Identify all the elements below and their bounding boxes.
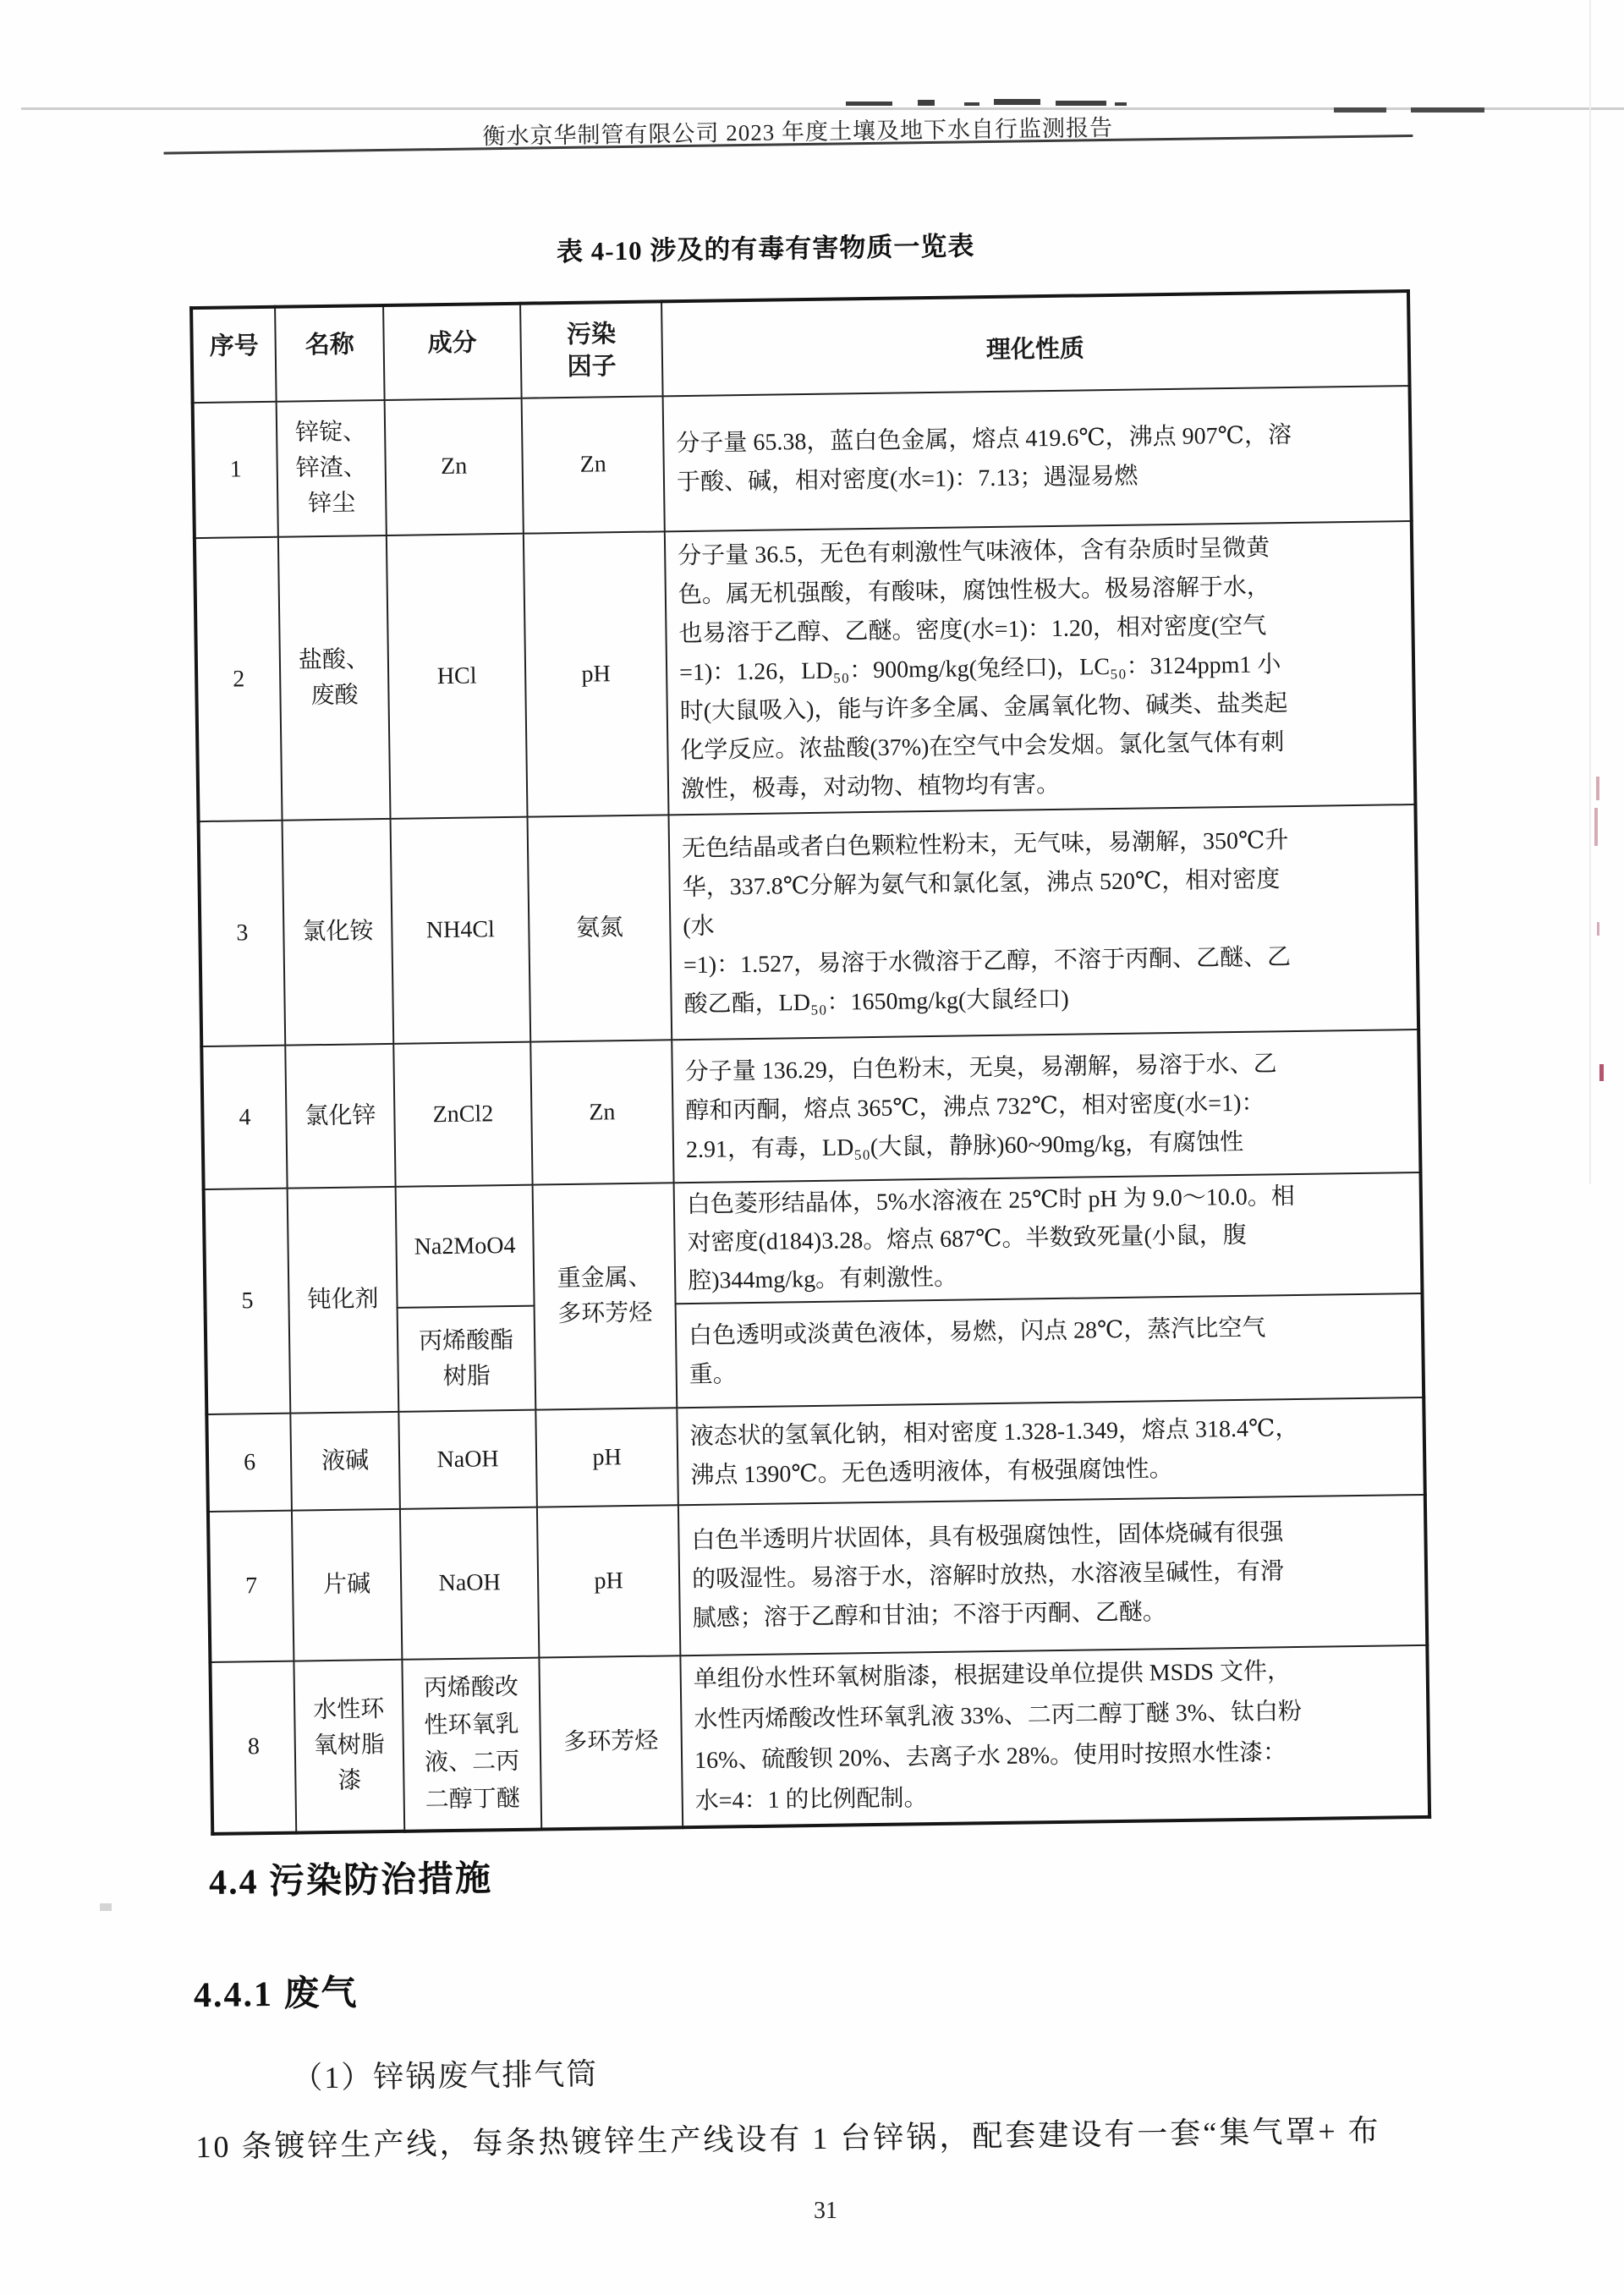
cell-component: Na2MoO4 <box>396 1185 535 1308</box>
table-row <box>199 804 1419 1046</box>
body-paragraph: 10 条镀锌生产线，每条热镀锌生产线设有 1 台锌锅，配套建设有一套“集气罩+ 布 <box>195 2113 1381 2165</box>
cell-name: 水性环 氧树脂 漆 <box>294 1660 404 1833</box>
cell-no: 1 <box>193 402 278 538</box>
cell-no: 2 <box>195 537 283 821</box>
col-header-no: 序号 <box>191 307 277 403</box>
cell-name: 片碱 <box>292 1509 402 1661</box>
cell-factor: pH <box>537 1505 680 1657</box>
col-header-properties: 理化性质 <box>661 291 1409 396</box>
cell-component: Zn <box>385 398 524 535</box>
cell-factor: pH <box>524 531 669 816</box>
cell-no: 6 <box>206 1414 292 1512</box>
cell-properties: 无色结晶或者白色颗粒性粉末，无气味，易潮解，350℃升 华，337.8℃分解为氨气和氯化氢，沸点 520℃，相对密度 (水 =1)：1.527，易溶于水微溶于乙醇，不溶于丙酮、乙醚、乙 酸乙酯，LD₅₀：1650mg/kg(大鼠经口) <box>669 804 1419 1040</box>
cell-component: 丙烯酸酯 树脂 <box>398 1306 536 1412</box>
table-row <box>201 1029 1420 1189</box>
cell-factor: pH <box>535 1408 678 1507</box>
list-item-1: （1）锌锅废气排气筒 <box>292 2056 599 2095</box>
cell-no: 7 <box>208 1511 294 1662</box>
cell-properties: 液态状的氢氧化钠，相对密度 1.328-1.349，熔点 318.4℃， 沸点 1390℃。无色透明液体，有极强腐蚀性。 <box>677 1397 1425 1505</box>
cell-name: 氯化锌 <box>285 1044 395 1189</box>
cell-name: 钝化剂 <box>288 1187 399 1414</box>
section-heading-4-4: 4.4 污染防治措施 <box>208 1859 493 1903</box>
cell-component: NaOH <box>398 1410 537 1509</box>
cell-factor: Zn <box>522 396 665 533</box>
cell-factor: 氨氮 <box>528 815 672 1041</box>
cell-name: 氯化铵 <box>283 819 394 1046</box>
toxic-substances-table <box>189 289 1431 1836</box>
table-row <box>208 1495 1427 1662</box>
cell-properties: 分子量 36.5，无色有刺激性气味液体，含有杂质时呈微黄 色。属无机强酸，有酸味，腐蚀性极大。极易溶解于水， 也易溶于乙醇、乙醚。密度(水=1)：1.20，相对密度(空气 =1)：1.26，LD₅₀：900mg/kg(兔经口)，LC₅₀：3124ppm1 小 时(大鼠吸入)，能与许多全属、金属氧化物、碱类、盐类起 化学反应。浓盐酸(37%)在空气中会发烟。氯化氢气体有刺 激性，极毒，对动物、植物均有害。 <box>665 521 1416 815</box>
table-row <box>195 521 1416 821</box>
col-header-name: 名称 <box>275 305 385 402</box>
table-row <box>210 1645 1429 1834</box>
cell-no: 3 <box>199 821 286 1046</box>
report-header-text: 衡水京华制管有限公司 2023 年度土壤及地下水自行监测报告 <box>482 114 1114 150</box>
col-header-factor: 污染 因子 <box>520 301 663 398</box>
cell-properties: 分子量 65.38，蓝白色金属，熔点 419.6℃，沸点 907℃，溶 于酸、碱，相对密度(水=1)：7.13；遇湿易燃 <box>663 386 1412 531</box>
cell-component: HCl <box>387 534 528 819</box>
cell-no: 8 <box>210 1661 296 1834</box>
section-heading-4-4-1: 4.4.1 废气 <box>193 1974 359 2016</box>
cell-properties: 白色半透明片状固体，具有极强腐蚀性，固体烧碱有很强 的吸湿性。易溶于水，溶解时放热，水溶液呈碱性，有滑 腻感；溶于乙醇和甘油；不溶于丙酮、乙醚。 <box>678 1495 1427 1655</box>
table-title: 表 4-10 涉及的有毒有害物质一览表 <box>556 231 975 267</box>
cell-component: NH4Cl <box>391 817 531 1044</box>
cell-factor: Zn <box>530 1040 673 1184</box>
table-row <box>204 1172 1423 1310</box>
cell-properties: 单组份水性环氧树脂漆，根据建设单位提供 MSDS 文件， 水性丙烯酸改性环氧乳液 33%、二丙二醇丁醚 3%、钛白粉 16%、硫酸钡 20%、去离子水 28%。使用时按照水性漆： 水=4：1 的比例配制。 <box>680 1645 1429 1827</box>
cell-name: 盐酸、 废酸 <box>278 535 391 821</box>
cell-no: 4 <box>201 1046 287 1189</box>
table-row <box>193 386 1412 538</box>
cell-properties: 白色透明或淡黄色液体，易燃，闪点 28℃，蒸汽比空气 重。 <box>676 1293 1424 1408</box>
cell-component: NaOH <box>400 1507 539 1660</box>
cell-component: ZnCl2 <box>393 1042 532 1187</box>
cell-name: 液碱 <box>290 1412 400 1511</box>
cell-properties: 白色菱形结晶体，5%水溶液在 25℃时 pH 为 9.0～10.0。相 对密度(d184)3.28。熔点 687℃。半数致死量(小鼠，腹 腔)344mg/kg。有刺激性。 <box>674 1172 1423 1304</box>
cell-factor: 重金属、 多环芳烃 <box>533 1183 678 1409</box>
page-number: 31 <box>814 2198 837 2224</box>
cell-component: 丙烯酸改 性环氧乳 液、二丙 二醇丁醚 <box>402 1658 541 1831</box>
cell-no: 5 <box>204 1189 291 1414</box>
col-header-component: 成分 <box>383 304 522 400</box>
cell-factor: 多环芳烃 <box>539 1655 683 1829</box>
table-header-row <box>191 291 1409 403</box>
table-row <box>206 1397 1424 1512</box>
cell-properties: 分子量 136.29，白色粉末，无臭，易潮解，易溶于水、乙 醇和丙酮，熔点 365℃，沸点 732℃，相对密度(水=1)： 2.91，有毒，LD₅₀(大鼠，静脉)60~90mg/kg，有腐蚀性 <box>672 1029 1420 1183</box>
cell-name: 锌锭、 锌渣、 锌尘 <box>277 400 387 537</box>
